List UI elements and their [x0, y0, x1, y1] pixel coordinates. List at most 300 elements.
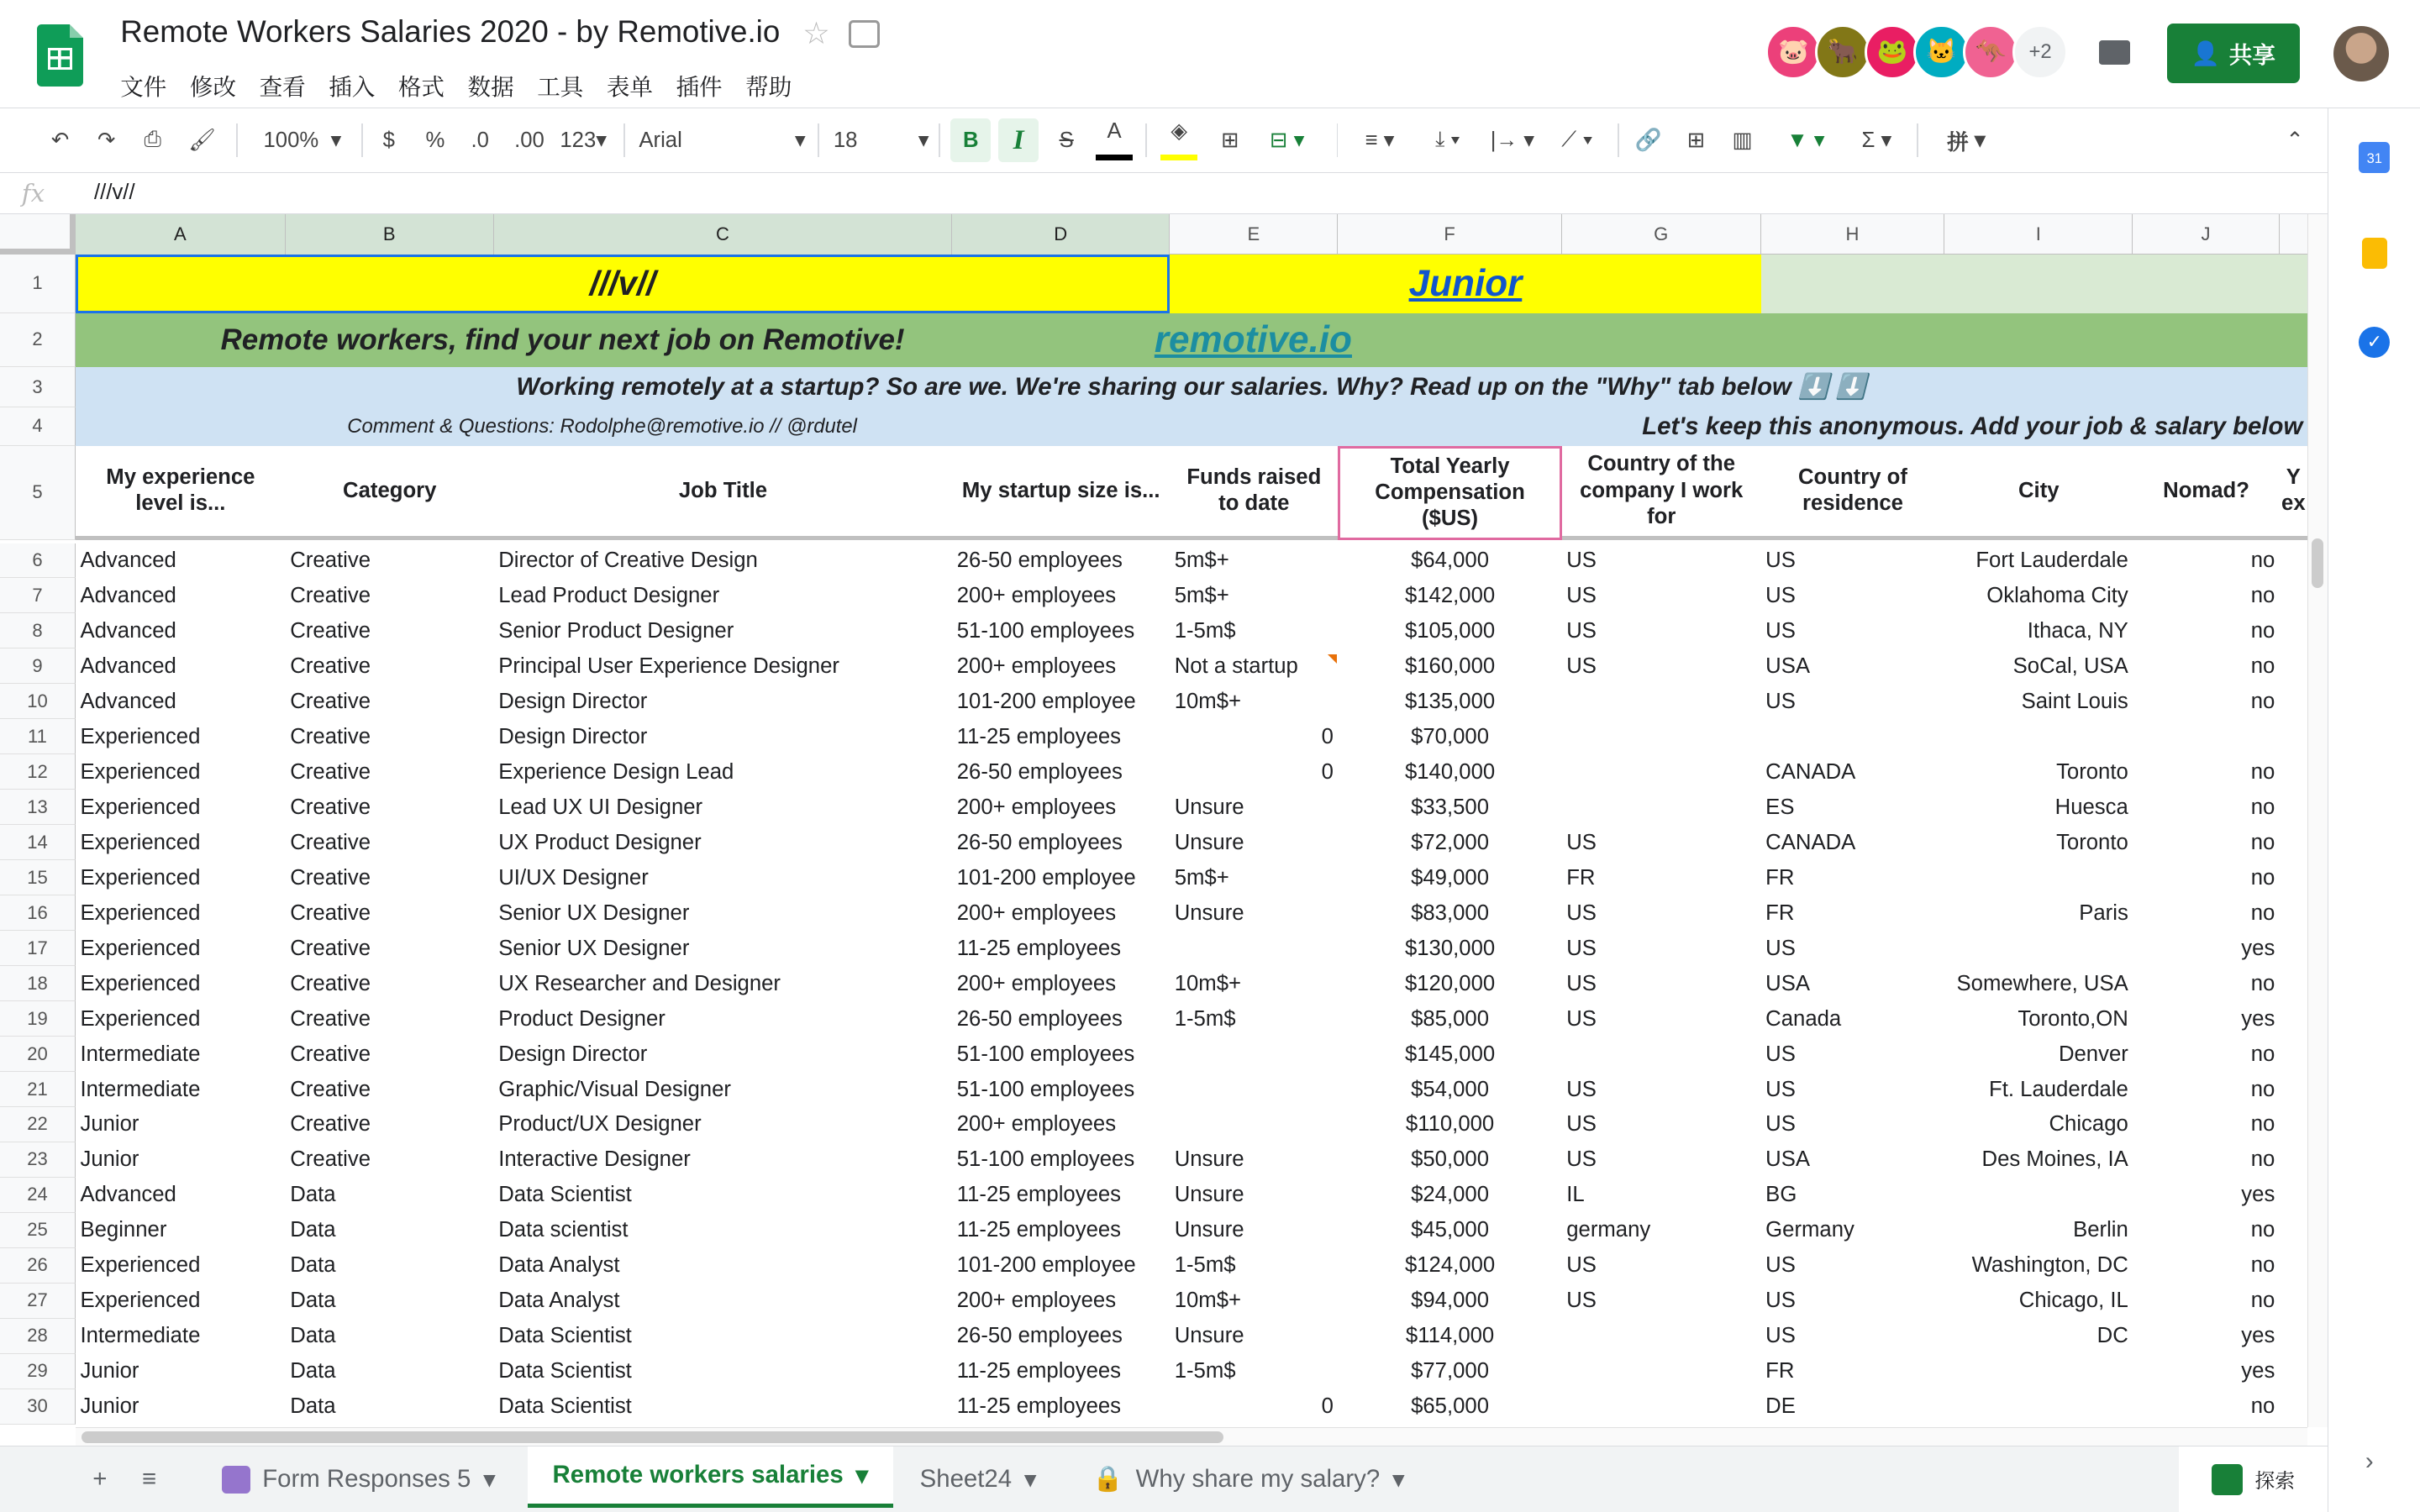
table-cell[interactable]: Lead UX UI Designer: [498, 795, 703, 819]
row-header[interactable]: 21: [0, 1072, 76, 1107]
table-cell[interactable]: 26-50 employees: [956, 759, 1123, 784]
table-cell[interactable]: 26-50 employees: [956, 1006, 1123, 1031]
table-cell[interactable]: Creative: [290, 1112, 371, 1137]
table-cell[interactable]: no: [2250, 1218, 2275, 1242]
table-cell[interactable]: US: [1566, 971, 1597, 995]
font-size-select[interactable]: 18 ▾: [833, 128, 929, 153]
insert-link-icon[interactable]: 🔗: [1634, 129, 1662, 153]
table-cell[interactable]: Graphic/Visual Designer: [498, 1077, 731, 1101]
table-cell[interactable]: 51-100 employees: [956, 1147, 1135, 1172]
text-wrap-icon[interactable]: |→ ▾: [1490, 129, 1535, 153]
table-cell[interactable]: Data: [290, 1253, 336, 1278]
column-header[interactable]: C: [494, 214, 952, 255]
table-cell[interactable]: [1944, 931, 2133, 966]
row-header[interactable]: 20: [0, 1037, 76, 1072]
table-cell[interactable]: BG: [1765, 1183, 1797, 1207]
calendar-icon[interactable]: 31: [2359, 142, 2390, 173]
row-header[interactable]: 26: [0, 1248, 76, 1284]
table-cell[interactable]: $64,000: [1411, 548, 1490, 572]
column-header-label[interactable]: My startup size is...: [952, 446, 1170, 540]
table-cell[interactable]: 11-25 employees: [956, 724, 1122, 748]
table-cell[interactable]: $85,000: [1411, 1006, 1490, 1031]
table-cell[interactable]: Senior UX Designer: [498, 900, 690, 925]
table-cell[interactable]: Creative: [290, 1006, 371, 1031]
table-cell[interactable]: no: [2250, 900, 2275, 925]
table-cell[interactable]: Creative: [290, 724, 371, 748]
table-cell[interactable]: Chicago, IL: [2018, 1289, 2128, 1313]
column-header[interactable]: J: [2133, 214, 2279, 255]
table-cell[interactable]: Des Moines, IA: [1981, 1147, 2128, 1172]
table-cell[interactable]: $105,000: [1404, 618, 1496, 643]
table-cell[interactable]: US: [1765, 1112, 1796, 1137]
table-cell[interactable]: Creative: [290, 1147, 371, 1172]
table-cell[interactable]: 11-25 employees: [956, 1183, 1122, 1207]
menu-item[interactable]: 插件: [676, 73, 723, 100]
table-cell[interactable]: 200+ employees: [956, 900, 1117, 925]
table-cell[interactable]: Toronto: [2056, 830, 2128, 854]
table-cell[interactable]: Advanced: [80, 548, 176, 572]
table-cell[interactable]: DE: [1765, 1394, 1796, 1419]
table-cell[interactable]: Germany: [1765, 1218, 1854, 1242]
table-cell[interactable]: US: [1566, 1112, 1597, 1137]
table-cell[interactable]: 11-25 employees: [956, 1218, 1122, 1242]
table-cell[interactable]: no: [2250, 1042, 2275, 1066]
table-cell[interactable]: Advanced: [80, 1183, 176, 1207]
table-cell[interactable]: no: [2250, 830, 2275, 854]
row-header[interactable]: 29: [0, 1354, 76, 1389]
table-cell[interactable]: Washington, DC: [1971, 1253, 2128, 1278]
table-cell[interactable]: FR: [1765, 865, 1795, 890]
table-cell[interactable]: Product/UX Designer: [498, 1112, 702, 1137]
table-cell[interactable]: US: [1566, 1147, 1597, 1172]
insert-chart-icon[interactable]: ▥: [1732, 129, 1753, 153]
table-cell[interactable]: Creative: [290, 654, 371, 678]
table-cell[interactable]: 10m$+: [1174, 971, 1242, 995]
column-header-label[interactable]: My experience level is...: [76, 446, 286, 540]
table-cell[interactable]: Experienced: [80, 1253, 201, 1278]
column-header-label[interactable]: Job Title: [494, 446, 952, 540]
filter-icon[interactable]: ▼ ▾: [1786, 129, 1825, 153]
table-cell[interactable]: no: [2250, 1253, 2275, 1278]
table-cell[interactable]: FR: [1765, 1359, 1795, 1383]
table-cell[interactable]: DC: [2096, 1324, 2128, 1348]
table-cell[interactable]: [1170, 1072, 1338, 1107]
table-cell[interactable]: Design Director: [498, 1042, 648, 1066]
table-cell[interactable]: $140,000: [1404, 759, 1496, 784]
table-cell[interactable]: 200+ employees: [956, 583, 1117, 607]
row-header[interactable]: 28: [0, 1319, 76, 1354]
table-cell[interactable]: Interactive Designer: [498, 1147, 691, 1172]
table-cell[interactable]: USA: [1765, 654, 1811, 678]
table-cell[interactable]: 51-100 employees: [956, 1077, 1135, 1101]
table-cell[interactable]: Creative: [290, 795, 371, 819]
menu-item[interactable]: 数据: [467, 73, 514, 100]
table-cell[interactable]: US: [1566, 654, 1597, 678]
table-cell[interactable]: 26-50 employees: [956, 548, 1123, 572]
table-cell[interactable]: Unsure: [1174, 900, 1244, 925]
fill-color-icon[interactable]: ◈: [1160, 108, 1197, 160]
table-cell[interactable]: Berlin: [2073, 1218, 2128, 1242]
table-cell[interactable]: 51-100 employees: [956, 1042, 1135, 1066]
formula-input[interactable]: ///v//: [94, 180, 135, 204]
select-all-corner[interactable]: [0, 214, 76, 255]
table-cell[interactable]: no: [2250, 548, 2275, 572]
table-cell[interactable]: US: [1765, 936, 1796, 960]
table-cell[interactable]: Denver: [2058, 1042, 2128, 1066]
table-cell[interactable]: 0: [1321, 759, 1334, 784]
table-cell[interactable]: FR: [1765, 900, 1795, 925]
table-cell[interactable]: $142,000: [1404, 583, 1496, 607]
table-cell[interactable]: Data Analyst: [498, 1253, 620, 1278]
column-header-label[interactable]: Y ex: [2280, 446, 2307, 540]
table-cell[interactable]: 11-25 employees: [956, 936, 1122, 960]
table-cell[interactable]: Unsure: [1174, 795, 1244, 819]
table-cell[interactable]: 10m$+: [1174, 689, 1242, 713]
table-cell[interactable]: 101-200 employee: [956, 1253, 1136, 1278]
table-cell[interactable]: US: [1765, 548, 1796, 572]
row-header[interactable]: 16: [0, 895, 76, 931]
column-header-label[interactable]: City: [1944, 446, 2133, 540]
menu-item[interactable]: 修改: [189, 73, 237, 100]
table-cell[interactable]: Experienced: [80, 759, 201, 784]
table-cell[interactable]: [1562, 1354, 1761, 1389]
table-cell[interactable]: Experienced: [80, 900, 201, 925]
row-header[interactable]: 24: [0, 1178, 76, 1213]
avatar[interactable]: 🐂: [1815, 24, 1870, 80]
row-header[interactable]: 9: [0, 648, 76, 684]
table-cell[interactable]: Ft. Lauderdale: [1989, 1077, 2128, 1101]
table-cell[interactable]: 101-200 employee: [956, 689, 1136, 713]
row-header[interactable]: 1: [0, 255, 76, 313]
column-header-label[interactable]: Country of residence: [1761, 446, 1945, 540]
table-cell[interactable]: Unsure: [1174, 1147, 1244, 1172]
row-header[interactable]: 6: [0, 543, 76, 579]
table-cell[interactable]: Data scientist: [498, 1218, 629, 1242]
table-cell[interactable]: Data: [290, 1289, 336, 1313]
table-cell[interactable]: 26-50 employees: [956, 1324, 1123, 1348]
column-header[interactable]: F: [1338, 214, 1561, 255]
table-cell[interactable]: Huesca: [2054, 795, 2128, 819]
explore-button[interactable]: 探索: [2179, 1446, 2327, 1512]
column-header[interactable]: D: [952, 214, 1170, 255]
table-cell[interactable]: Experienced: [80, 830, 201, 854]
table-cell[interactable]: yes: [2241, 1006, 2275, 1031]
column-header-label[interactable]: Country of the company I work for: [1562, 446, 1761, 540]
column-header[interactable]: H: [1761, 214, 1945, 255]
column-header-label[interactable]: Category: [286, 446, 494, 540]
vertical-align-icon[interactable]: ⤓ ▾: [1435, 128, 1460, 152]
table-cell[interactable]: $70,000: [1411, 724, 1490, 748]
input-tools-icon[interactable]: 拼 ▾: [1947, 129, 1986, 155]
table-cell[interactable]: [1562, 684, 1761, 719]
undo-icon[interactable]: ↶: [50, 129, 70, 153]
column-header[interactable]: E: [1170, 214, 1338, 255]
table-cell[interactable]: Creative: [290, 865, 371, 890]
table-cell[interactable]: Saint Louis: [2021, 689, 2128, 713]
table-cell[interactable]: 26-50 employees: [956, 830, 1123, 854]
table-cell[interactable]: 200+ employees: [956, 654, 1117, 678]
table-cell[interactable]: Creative: [290, 1077, 371, 1101]
table-cell[interactable]: $77,000: [1411, 1359, 1490, 1383]
table-cell[interactable]: 1-5m$: [1174, 1359, 1236, 1383]
tab-why-share[interactable]: 🔒 Why share my salary? ▾: [1092, 1465, 1405, 1494]
table-cell[interactable]: Data Scientist: [498, 1359, 632, 1383]
table-cell[interactable]: 1-5m$: [1174, 1253, 1236, 1278]
table-cell[interactable]: [1170, 1037, 1338, 1072]
table-cell[interactable]: $124,000: [1404, 1253, 1496, 1278]
table-cell[interactable]: Data Analyst: [498, 1289, 620, 1313]
table-cell[interactable]: Advanced: [80, 689, 176, 713]
increase-decimal-button[interactable]: .00: [514, 128, 544, 152]
column-header-label[interactable]: Total Yearly Compensation ($US): [1338, 446, 1561, 540]
table-cell[interactable]: Data: [290, 1324, 336, 1348]
table-cell[interactable]: Unsure: [1174, 1218, 1244, 1242]
table-cell[interactable]: $24,000: [1411, 1183, 1490, 1207]
table-cell[interactable]: Creative: [290, 583, 371, 607]
row-header[interactable]: 23: [0, 1142, 76, 1178]
table-cell[interactable]: no: [2250, 759, 2275, 784]
table-cell[interactable]: FR: [1566, 865, 1596, 890]
more-formats-button[interactable]: 123 ▾: [560, 128, 608, 153]
table-cell[interactable]: 5m$+: [1174, 865, 1229, 890]
table-cell[interactable]: CANADA: [1765, 759, 1856, 784]
table-cell[interactable]: Experienced: [80, 936, 201, 960]
table-cell[interactable]: Data: [290, 1218, 336, 1242]
table-cell[interactable]: 200+ employees: [956, 1289, 1117, 1313]
table-cell[interactable]: 10m$+: [1174, 1289, 1242, 1313]
bold-button[interactable]: B: [950, 118, 991, 161]
redo-icon[interactable]: ↷: [97, 129, 116, 153]
table-cell[interactable]: [1562, 1319, 1761, 1354]
table-cell[interactable]: $94,000: [1411, 1289, 1490, 1313]
row-header[interactable]: 3: [0, 367, 76, 407]
row-header[interactable]: 4: [0, 407, 76, 446]
row-header[interactable]: 30: [0, 1389, 76, 1425]
table-cell[interactable]: [1170, 931, 1338, 966]
table-cell[interactable]: $160,000: [1404, 654, 1496, 678]
table-cell[interactable]: Senior UX Designer: [498, 936, 690, 960]
move-to-drive-icon[interactable]: [849, 20, 880, 48]
table-cell[interactable]: no: [2250, 654, 2275, 678]
table-cell[interactable]: no: [2250, 1289, 2275, 1313]
table-cell[interactable]: US: [1765, 1289, 1796, 1313]
table-cell[interactable]: Junior: [80, 1147, 139, 1172]
table-cell[interactable]: Design Director: [498, 689, 648, 713]
paint-format-icon[interactable]: 🖌: [188, 129, 216, 153]
table-cell[interactable]: Data: [290, 1183, 336, 1207]
table-cell[interactable]: Creative: [290, 900, 371, 925]
table-cell[interactable]: US: [1566, 1289, 1597, 1313]
table-cell[interactable]: Toronto: [2056, 759, 2128, 784]
table-cell[interactable]: Not a startup: [1174, 654, 1298, 678]
table-cell[interactable]: CANADA: [1765, 830, 1856, 854]
row-header[interactable]: 5: [0, 446, 76, 540]
table-cell[interactable]: US: [1566, 1253, 1597, 1278]
avatar[interactable]: 🐱: [1913, 24, 1969, 80]
strikethrough-button[interactable]: S: [1059, 128, 1074, 152]
table-cell[interactable]: US: [1566, 548, 1597, 572]
table-cell[interactable]: Beginner: [80, 1218, 167, 1242]
table-cell[interactable]: US: [1566, 618, 1597, 643]
table-cell[interactable]: Intermediate: [80, 1042, 201, 1066]
table-cell[interactable]: 200+ employees: [956, 795, 1117, 819]
table-cell[interactable]: Data: [290, 1394, 336, 1419]
table-cell[interactable]: Chicago: [2049, 1112, 2128, 1137]
table-cell[interactable]: 5m$+: [1174, 583, 1229, 607]
table-cell[interactable]: Experienced: [80, 971, 201, 995]
collapse-menu-icon[interactable]: ⌃: [2286, 129, 2304, 153]
percent-format-button[interactable]: %: [425, 128, 445, 152]
banner-title-cell[interactable]: ///v//: [76, 255, 1170, 313]
table-cell[interactable]: Director of Creative Design: [498, 548, 758, 572]
table-cell[interactable]: no: [2250, 795, 2275, 819]
table-cell[interactable]: US: [1566, 1077, 1597, 1101]
table-cell[interactable]: $50,000: [1411, 1147, 1490, 1172]
table-cell[interactable]: Junior: [80, 1394, 139, 1419]
table-cell[interactable]: yes: [2241, 1183, 2275, 1207]
table-cell[interactable]: $49,000: [1411, 865, 1490, 890]
table-cell[interactable]: no: [2250, 618, 2275, 643]
keep-icon[interactable]: [2362, 238, 2386, 269]
table-cell[interactable]: Principal User Experience Designer: [498, 654, 839, 678]
table-cell[interactable]: 101-200 employee: [956, 865, 1136, 890]
table-cell[interactable]: US: [1765, 1324, 1796, 1348]
table-cell[interactable]: Canada: [1765, 1006, 1842, 1031]
row-header[interactable]: 2: [0, 313, 76, 367]
table-cell[interactable]: Data Scientist: [498, 1324, 632, 1348]
row-header[interactable]: 27: [0, 1284, 76, 1319]
table-cell[interactable]: [1562, 790, 1761, 825]
column-header[interactable]: A: [76, 214, 286, 255]
table-cell[interactable]: 51-100 employees: [956, 618, 1135, 643]
table-cell[interactable]: $45,000: [1411, 1218, 1490, 1242]
more-collaborators-badge[interactable]: +2: [2012, 24, 2068, 80]
table-cell[interactable]: Experienced: [80, 724, 201, 748]
print-icon[interactable]: ⎙: [144, 128, 162, 152]
table-cell[interactable]: $145,000: [1404, 1042, 1496, 1066]
table-cell[interactable]: Creative: [290, 759, 371, 784]
row-header[interactable]: 17: [0, 931, 76, 966]
table-cell[interactable]: 5m$+: [1174, 548, 1229, 572]
row-header[interactable]: 11: [0, 719, 76, 754]
horizontal-align-icon[interactable]: ≡ ▾: [1365, 129, 1395, 153]
table-cell[interactable]: ES: [1765, 795, 1795, 819]
tab-form-responses[interactable]: Form Responses 5 ▾: [197, 1446, 520, 1512]
table-cell[interactable]: yes: [2241, 1324, 2275, 1348]
row-header[interactable]: 10: [0, 684, 76, 719]
table-cell[interactable]: 0: [1321, 1394, 1334, 1419]
account-avatar[interactable]: [2333, 26, 2389, 81]
table-cell[interactable]: Creative: [290, 971, 371, 995]
table-cell[interactable]: Creative: [290, 689, 371, 713]
table-cell[interactable]: [1562, 719, 1761, 754]
table-cell[interactable]: Ithaca, NY: [2027, 618, 2128, 643]
table-cell[interactable]: no: [2250, 1112, 2275, 1137]
table-cell[interactable]: Advanced: [80, 654, 176, 678]
table-cell[interactable]: 200+ employees: [956, 1112, 1117, 1137]
table-cell[interactable]: [1761, 719, 1945, 754]
column-header-label[interactable]: Nomad?: [2133, 446, 2279, 540]
table-cell[interactable]: no: [2250, 971, 2275, 995]
expand-panel-icon[interactable]: ›: [2365, 1446, 2374, 1475]
table-cell[interactable]: Advanced: [80, 618, 176, 643]
table-cell[interactable]: Experience Design Lead: [498, 759, 734, 784]
table-cell[interactable]: $33,500: [1411, 795, 1490, 819]
star-icon[interactable]: ☆: [802, 16, 830, 51]
table-cell[interactable]: $65,000: [1411, 1394, 1490, 1419]
table-cell[interactable]: [1170, 1107, 1338, 1142]
table-cell[interactable]: Creative: [290, 618, 371, 643]
tasks-icon[interactable]: ✓: [2359, 327, 2390, 358]
menu-item[interactable]: 工具: [537, 73, 584, 100]
table-cell[interactable]: 1-5m$: [1174, 618, 1236, 643]
row-header[interactable]: 15: [0, 860, 76, 895]
font-family-select[interactable]: Arial ▾: [639, 128, 806, 153]
avatar[interactable]: 🐷: [1765, 24, 1821, 80]
table-cell[interactable]: Fort Lauderdale: [1975, 548, 2128, 572]
table-cell[interactable]: [1562, 754, 1761, 790]
column-header-label[interactable]: Funds raised to date: [1170, 446, 1338, 540]
table-cell[interactable]: $120,000: [1404, 971, 1496, 995]
table-cell[interactable]: [1944, 719, 2133, 754]
table-cell[interactable]: [2133, 719, 2279, 754]
table-cell[interactable]: [1944, 1354, 2133, 1389]
currency-format-button[interactable]: $: [382, 128, 395, 152]
table-cell[interactable]: Creative: [290, 548, 371, 572]
table-cell[interactable]: Experienced: [80, 1006, 201, 1031]
table-cell[interactable]: Senior Product Designer: [498, 618, 734, 643]
table-cell[interactable]: Data Scientist: [498, 1183, 632, 1207]
table-cell[interactable]: $83,000: [1411, 900, 1490, 925]
table-cell[interactable]: Creative: [290, 1042, 371, 1066]
table-cell[interactable]: US: [1765, 583, 1796, 607]
table-cell[interactable]: Lead Product Designer: [498, 583, 720, 607]
row-header[interactable]: 19: [0, 1001, 76, 1037]
table-cell[interactable]: US: [1765, 1253, 1796, 1278]
table-cell[interactable]: USA: [1765, 971, 1811, 995]
table-cell[interactable]: Junior: [80, 1112, 139, 1137]
table-cell[interactable]: US: [1566, 900, 1597, 925]
table-cell[interactable]: [1944, 1178, 2133, 1213]
zoom-select[interactable]: 100% ▾: [263, 128, 342, 153]
row-header[interactable]: 7: [0, 578, 76, 613]
table-cell[interactable]: $114,000: [1405, 1324, 1495, 1348]
italic-button[interactable]: I: [998, 118, 1039, 161]
table-cell[interactable]: $54,000: [1411, 1077, 1490, 1101]
table-cell[interactable]: Product Designer: [498, 1006, 666, 1031]
table-cell[interactable]: Somewhere, USA: [1956, 971, 2128, 995]
sheets-logo-icon[interactable]: [37, 24, 83, 86]
table-cell[interactable]: no: [2250, 1394, 2275, 1419]
column-header[interactable]: B: [286, 214, 494, 255]
column-header[interactable]: G: [1562, 214, 1761, 255]
table-cell[interactable]: Data: [290, 1359, 336, 1383]
table-cell[interactable]: [1562, 1389, 1761, 1425]
table-cell[interactable]: no: [2250, 583, 2275, 607]
table-cell[interactable]: Experienced: [80, 865, 201, 890]
merge-cells-icon[interactable]: ⊟ ▾: [1269, 129, 1305, 153]
table-cell[interactable]: $110,000: [1405, 1112, 1495, 1137]
menu-item[interactable]: 格式: [397, 73, 445, 100]
vertical-scrollbar[interactable]: [2307, 214, 2328, 1427]
text-color-button[interactable]: A: [1096, 108, 1133, 160]
table-cell[interactable]: Unsure: [1174, 1183, 1244, 1207]
table-cell[interactable]: 0: [1321, 724, 1334, 748]
row-header[interactable]: 13: [0, 790, 76, 825]
column-header[interactable]: I: [1944, 214, 2133, 255]
table-cell[interactable]: Intermediate: [80, 1077, 201, 1101]
table-cell[interactable]: no: [2250, 689, 2275, 713]
